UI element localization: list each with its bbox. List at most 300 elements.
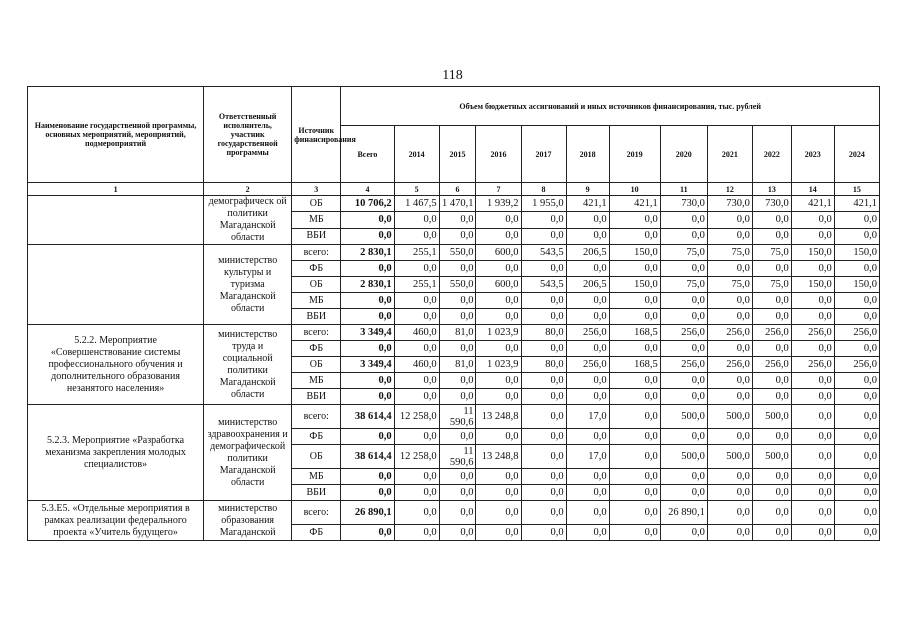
executor-cell: министерство образования Магаданской [204,501,292,541]
program-name-cell [28,245,204,325]
year-value-cell: 0,0 [791,373,834,389]
header-column-number: 10 [609,183,660,196]
year-value-cell: 600,0 [476,277,521,293]
year-value-cell: 0,0 [834,429,879,445]
year-value-cell: 0,0 [707,373,752,389]
source-cell: ОБ [292,277,341,293]
year-value-cell: 80,0 [521,357,566,373]
executor-cell: министерство здравоохранения и демографической политики Магаданской области [204,405,292,501]
table-header [28,87,880,196]
table-row [28,196,880,212]
total-cell: 0,0 [341,373,394,389]
year-value-cell: 0,0 [394,373,439,389]
year-value-cell: 1 470,1 [439,196,476,212]
year-value-cell: 255,1 [394,245,439,261]
year-value-cell: 0,0 [521,389,566,405]
year-value-cell: 0,0 [476,525,521,541]
year-value-cell: 0,0 [439,501,476,525]
header-year: 2018 [566,126,609,183]
header-column-number: 15 [834,183,879,196]
year-value-cell: 256,0 [660,325,707,341]
year-value-cell: 0,0 [521,525,566,541]
year-value-cell: 0,0 [752,341,791,357]
year-value-cell: 0,0 [609,341,660,357]
year-value-cell: 0,0 [521,309,566,325]
year-value-cell: 0,0 [752,309,791,325]
year-value-cell: 0,0 [752,429,791,445]
year-value-cell: 0,0 [791,228,834,244]
year-value-cell: 17,0 [566,445,609,469]
year-value-cell: 0,0 [834,445,879,469]
year-value-cell: 0,0 [834,261,879,277]
year-value-cell: 730,0 [707,196,752,212]
header-year: 2020 [660,126,707,183]
year-value-cell: 0,0 [791,485,834,501]
total-cell: 0,0 [341,485,394,501]
year-value-cell: 0,0 [476,293,521,309]
year-value-cell: 0,0 [439,485,476,501]
total-cell: 0,0 [341,469,394,485]
year-value-cell: 0,0 [834,405,879,429]
year-value-cell: 0,0 [834,228,879,244]
year-value-cell: 0,0 [439,373,476,389]
year-value-cell: 0,0 [566,429,609,445]
source-cell: всего: [292,245,341,261]
year-value-cell: 1 023,9 [476,357,521,373]
year-value-cell: 168,5 [609,357,660,373]
year-value-cell: 421,1 [834,196,879,212]
year-value-cell: 0,0 [394,429,439,445]
year-value-cell: 0,0 [566,501,609,525]
year-value-cell: 0,0 [394,212,439,228]
year-value-cell: 0,0 [707,261,752,277]
year-value-cell: 0,0 [439,212,476,228]
year-value-cell: 500,0 [660,445,707,469]
source-cell: ОБ [292,196,341,212]
executor-cell: демографическ ой политики Магаданской области [204,196,292,245]
year-value-cell: 1 023,9 [476,325,521,341]
source-cell: ФБ [292,261,341,277]
header-column-number: 8 [521,183,566,196]
year-value-cell: 256,0 [752,325,791,341]
source-cell: МБ [292,373,341,389]
year-value-cell: 0,0 [521,228,566,244]
header-year: 2016 [476,126,521,183]
header-executor: Ответственный исполнитель, участник государственной программы [204,87,292,183]
year-value-cell: 0,0 [521,341,566,357]
year-value-cell: 256,0 [566,325,609,341]
year-value-cell: 0,0 [752,389,791,405]
year-value-cell: 0,0 [791,525,834,541]
year-value-cell: 0,0 [791,309,834,325]
year-value-cell: 150,0 [609,277,660,293]
year-value-cell: 256,0 [752,357,791,373]
year-value-cell: 0,0 [752,469,791,485]
year-value-cell: 0,0 [660,293,707,309]
year-value-cell: 12 258,0 [394,445,439,469]
year-value-cell: 500,0 [752,445,791,469]
year-value-cell: 0,0 [834,501,879,525]
table-row [28,405,880,429]
total-cell: 0,0 [341,212,394,228]
header-column-number: 2 [204,183,292,196]
year-value-cell: 0,0 [834,469,879,485]
year-value-cell: 0,0 [834,525,879,541]
year-value-cell: 0,0 [566,293,609,309]
year-value-cell: 0,0 [394,501,439,525]
header-column-number: 14 [791,183,834,196]
year-value-cell: 256,0 [834,325,879,341]
header-column-number: 12 [707,183,752,196]
header-year: 2024 [834,126,879,183]
year-value-cell: 150,0 [791,277,834,293]
total-cell: 26 890,1 [341,501,394,525]
year-value-cell: 0,0 [609,445,660,469]
year-value-cell: 500,0 [707,445,752,469]
year-value-cell: 0,0 [609,485,660,501]
header-year: 2019 [609,126,660,183]
year-value-cell: 150,0 [609,245,660,261]
header-column-number: 5 [394,183,439,196]
year-value-cell: 81,0 [439,325,476,341]
year-value-cell: 0,0 [707,485,752,501]
total-cell: 0,0 [341,429,394,445]
header-column-number: 11 [660,183,707,196]
year-value-cell: 0,0 [791,501,834,525]
year-value-cell: 75,0 [752,277,791,293]
year-value-cell: 0,0 [566,261,609,277]
year-value-cell: 256,0 [707,357,752,373]
source-cell: МБ [292,212,341,228]
year-value-cell: 460,0 [394,325,439,341]
year-value-cell: 0,0 [439,228,476,244]
year-value-cell: 0,0 [660,228,707,244]
year-value-cell: 0,0 [609,309,660,325]
year-value-cell: 0,0 [521,261,566,277]
total-cell: 0,0 [341,293,394,309]
year-value-cell: 0,0 [707,389,752,405]
source-cell: ФБ [292,341,341,357]
year-value-cell: 0,0 [791,341,834,357]
year-value-cell: 0,0 [834,309,879,325]
header-year: 2021 [707,126,752,183]
year-value-cell: 1 939,2 [476,196,521,212]
year-value-cell: 0,0 [476,469,521,485]
year-value-cell: 256,0 [834,357,879,373]
year-value-cell: 0,0 [521,212,566,228]
year-value-cell: 0,0 [566,389,609,405]
year-value-cell: 0,0 [394,485,439,501]
year-value-cell: 0,0 [752,501,791,525]
source-cell: ОБ [292,357,341,373]
year-value-cell: 460,0 [394,357,439,373]
year-value-cell: 0,0 [521,373,566,389]
source-cell: ФБ [292,525,341,541]
year-value-cell: 0,0 [394,309,439,325]
year-value-cell: 0,0 [609,469,660,485]
total-cell: 3 349,4 [341,357,394,373]
year-value-cell: 0,0 [660,485,707,501]
header-column-number: 9 [566,183,609,196]
year-value-cell: 730,0 [752,196,791,212]
year-value-cell: 0,0 [752,212,791,228]
year-value-cell: 0,0 [394,341,439,357]
year-value-cell: 17,0 [566,405,609,429]
header-column-number: 3 [292,183,341,196]
source-cell: ВБИ [292,485,341,501]
year-value-cell: 0,0 [566,485,609,501]
year-value-cell: 75,0 [752,245,791,261]
year-value-cell: 0,0 [609,429,660,445]
total-cell: 0,0 [341,228,394,244]
year-value-cell: 730,0 [660,196,707,212]
year-value-cell: 0,0 [394,228,439,244]
total-cell: 38 614,4 [341,405,394,429]
year-value-cell: 0,0 [521,445,566,469]
total-cell: 0,0 [341,261,394,277]
year-value-cell: 0,0 [834,293,879,309]
year-value-cell: 168,5 [609,325,660,341]
year-value-cell: 256,0 [660,357,707,373]
year-value-cell: 150,0 [834,277,879,293]
year-value-cell: 0,0 [791,429,834,445]
year-value-cell: 0,0 [609,389,660,405]
year-value-cell: 11 590,6 [439,445,476,469]
header-year: 2014 [394,126,439,183]
year-value-cell: 0,0 [707,309,752,325]
program-name-cell: 5.2.2. Мероприятие «Совершенствование системы профессионального обучения и дополнительного образования незанятого населения» [28,325,204,405]
year-value-cell: 0,0 [660,389,707,405]
year-value-cell: 75,0 [660,277,707,293]
year-value-cell: 0,0 [609,212,660,228]
table-body [28,196,880,541]
year-value-cell: 0,0 [660,309,707,325]
total-cell: 0,0 [341,309,394,325]
year-value-cell: 0,0 [521,501,566,525]
header-column-number: 1 [28,183,204,196]
budget-table [27,86,880,541]
year-value-cell: 0,0 [521,469,566,485]
year-value-cell: 0,0 [439,429,476,445]
total-cell: 2 830,1 [341,245,394,261]
year-value-cell: 0,0 [566,212,609,228]
program-name-cell [28,196,204,245]
header-funding: Объем бюджетных ассигнований и иных источников финансирования, тыс. рублей [341,87,880,126]
year-value-cell: 0,0 [752,228,791,244]
year-value-cell: 13 248,8 [476,405,521,429]
year-value-cell: 0,0 [521,485,566,501]
year-value-cell: 0,0 [660,373,707,389]
year-value-cell: 543,5 [521,277,566,293]
year-value-cell: 0,0 [476,485,521,501]
executor-cell: министерство культуры и туризма Магаданской области [204,245,292,325]
year-value-cell: 75,0 [660,245,707,261]
year-value-cell: 0,0 [660,469,707,485]
year-value-cell: 0,0 [791,405,834,429]
year-value-cell: 256,0 [707,325,752,341]
year-value-cell: 0,0 [660,341,707,357]
year-value-cell: 0,0 [609,293,660,309]
year-value-cell: 550,0 [439,245,476,261]
year-value-cell: 0,0 [791,261,834,277]
year-value-cell: 1 955,0 [521,196,566,212]
total-cell: 10 706,2 [341,196,394,212]
year-value-cell: 0,0 [609,405,660,429]
source-cell: ФБ [292,429,341,445]
year-value-cell: 0,0 [476,373,521,389]
year-value-cell: 0,0 [476,261,521,277]
header-year: 2023 [791,126,834,183]
year-value-cell: 11 590,6 [439,405,476,429]
year-value-cell: 0,0 [476,389,521,405]
header-total: Всего [341,126,394,183]
year-value-cell: 0,0 [707,228,752,244]
year-value-cell: 206,5 [566,277,609,293]
year-value-cell: 0,0 [660,261,707,277]
year-value-cell: 256,0 [566,357,609,373]
year-value-cell: 0,0 [566,469,609,485]
year-value-cell: 0,0 [394,261,439,277]
year-value-cell: 0,0 [660,212,707,228]
source-cell: всего: [292,501,341,525]
source-cell: ОБ [292,445,341,469]
year-value-cell: 0,0 [660,429,707,445]
year-value-cell: 0,0 [566,228,609,244]
year-value-cell: 0,0 [707,293,752,309]
year-value-cell: 0,0 [566,373,609,389]
year-value-cell: 500,0 [707,405,752,429]
header-column-number: 4 [341,183,394,196]
year-value-cell: 0,0 [791,293,834,309]
table-row [28,245,880,261]
year-value-cell: 0,0 [566,525,609,541]
source-cell: ВБИ [292,389,341,405]
year-value-cell: 75,0 [707,245,752,261]
year-value-cell: 0,0 [476,212,521,228]
year-value-cell: 0,0 [521,405,566,429]
year-value-cell: 0,0 [394,469,439,485]
year-value-cell: 543,5 [521,245,566,261]
year-value-cell: 80,0 [521,325,566,341]
year-value-cell: 0,0 [834,212,879,228]
executor-cell: министерство труда и социальной политики Магаданской области [204,325,292,405]
total-cell: 2 830,1 [341,277,394,293]
header-column-number: 13 [752,183,791,196]
year-value-cell: 0,0 [707,469,752,485]
year-value-cell: 150,0 [791,245,834,261]
year-value-cell: 421,1 [791,196,834,212]
year-value-cell: 255,1 [394,277,439,293]
year-value-cell: 0,0 [752,293,791,309]
table-row [28,325,880,341]
year-value-cell: 0,0 [476,341,521,357]
year-value-cell: 0,0 [439,389,476,405]
year-value-cell: 600,0 [476,245,521,261]
year-value-cell: 0,0 [521,293,566,309]
year-value-cell: 12 258,0 [394,405,439,429]
year-value-cell: 550,0 [439,277,476,293]
year-value-cell: 0,0 [752,373,791,389]
year-value-cell: 0,0 [752,525,791,541]
total-cell: 38 614,4 [341,445,394,469]
source-cell: всего: [292,325,341,341]
table-row [28,501,880,525]
year-value-cell: 0,0 [394,293,439,309]
source-cell: всего: [292,405,341,429]
year-value-cell: 0,0 [707,501,752,525]
year-value-cell: 0,0 [476,429,521,445]
header-source: Источник финансирования [292,87,341,183]
total-cell: 0,0 [341,525,394,541]
year-value-cell: 256,0 [791,325,834,341]
year-value-cell: 13 248,8 [476,445,521,469]
year-value-cell: 500,0 [660,405,707,429]
year-value-cell: 0,0 [439,261,476,277]
year-value-cell: 421,1 [566,196,609,212]
year-value-cell: 0,0 [609,525,660,541]
year-value-cell: 0,0 [791,212,834,228]
year-value-cell: 0,0 [394,525,439,541]
year-value-cell: 0,0 [609,261,660,277]
year-value-cell: 421,1 [609,196,660,212]
source-cell: МБ [292,469,341,485]
header-name: Наименование государственной программы, основных мероприятий, мероприятий, подмероприятий [28,87,204,183]
source-cell: МБ [292,293,341,309]
header-year: 2022 [752,126,791,183]
year-value-cell: 0,0 [752,261,791,277]
year-value-cell: 0,0 [660,525,707,541]
header-column-number: 7 [476,183,521,196]
year-value-cell: 0,0 [791,389,834,405]
year-value-cell: 0,0 [394,389,439,405]
year-value-cell: 500,0 [752,405,791,429]
year-value-cell: 0,0 [476,501,521,525]
header-year: 2017 [521,126,566,183]
year-value-cell: 0,0 [834,485,879,501]
year-value-cell: 0,0 [707,341,752,357]
year-value-cell: 0,0 [609,501,660,525]
year-value-cell: 206,5 [566,245,609,261]
year-value-cell: 0,0 [439,309,476,325]
total-cell: 0,0 [341,389,394,405]
program-name-cell: 5.3.Е5. «Отдельные мероприятия в рамках реализации федерального проекта «Учитель будущего» [28,501,204,541]
year-value-cell: 0,0 [521,429,566,445]
year-value-cell: 150,0 [834,245,879,261]
year-value-cell: 0,0 [707,525,752,541]
page-number: 118 [442,68,463,83]
source-cell: ВБИ [292,228,341,244]
year-value-cell: 0,0 [439,525,476,541]
source-cell: ВБИ [292,309,341,325]
year-value-cell: 0,0 [566,309,609,325]
year-value-cell: 0,0 [834,389,879,405]
year-value-cell: 26 890,1 [660,501,707,525]
year-value-cell: 81,0 [439,357,476,373]
year-value-cell: 0,0 [609,373,660,389]
year-value-cell: 0,0 [566,341,609,357]
year-value-cell: 0,0 [439,341,476,357]
program-name-cell: 5.2.3. Мероприятие «Разработка механизма закрепления молодых специалистов» [28,405,204,501]
total-cell: 3 349,4 [341,325,394,341]
year-value-cell: 0,0 [791,469,834,485]
year-value-cell: 0,0 [791,445,834,469]
year-value-cell: 0,0 [476,228,521,244]
total-cell: 0,0 [341,341,394,357]
header-year: 2015 [439,126,476,183]
header-column-number: 6 [439,183,476,196]
year-value-cell: 75,0 [707,277,752,293]
year-value-cell: 0,0 [609,228,660,244]
